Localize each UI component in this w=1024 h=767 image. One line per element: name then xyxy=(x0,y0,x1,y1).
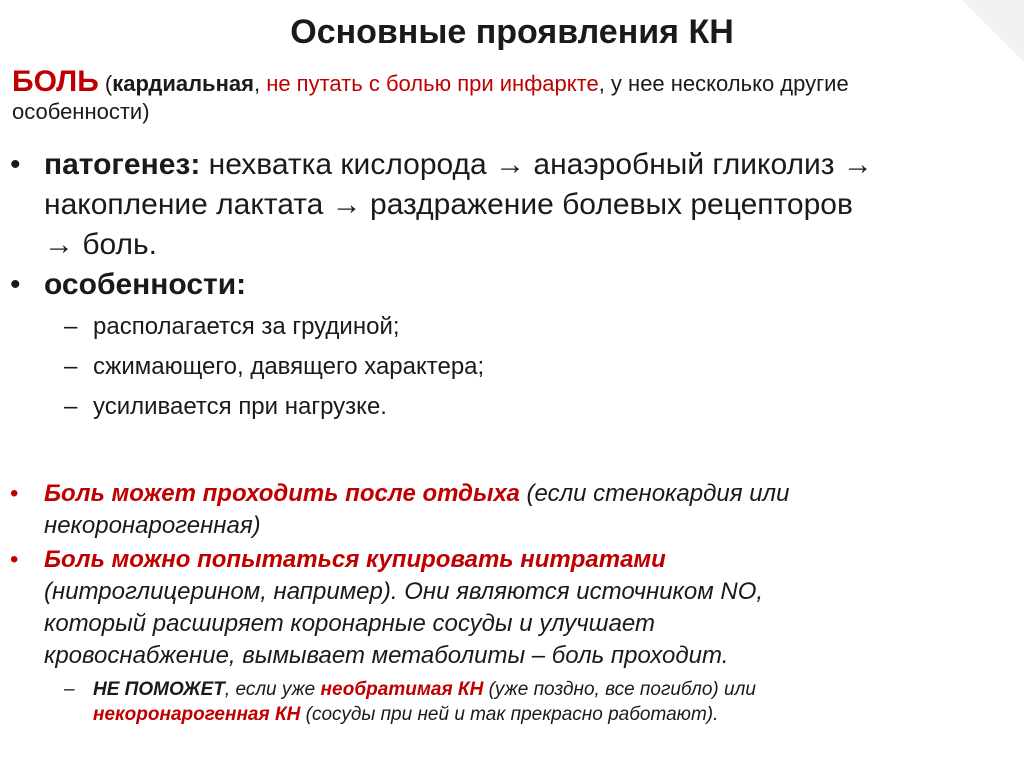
pathogenesis-line1: нехватка кислорода → анаэробный гликолиз → xyxy=(208,148,873,181)
dash: – xyxy=(64,353,78,380)
rest-note-line2: некоронарогенная) xyxy=(44,512,261,539)
dash: – xyxy=(64,679,75,700)
nitrates-bold: Боль можно попытаться купировать нитратами xyxy=(44,546,666,573)
nitrates-line3: который расширяет коронарные сосуды и улучшает xyxy=(44,610,655,637)
slide-title: Основные проявления КН xyxy=(290,13,734,51)
note-tail: (уже поздно, все погибло) или xyxy=(483,679,756,700)
note-mid: , если уже xyxy=(224,679,321,700)
feature-text: сжимающего, давящего характера; xyxy=(93,353,485,380)
pathogenesis-label: патогенез: xyxy=(44,148,201,181)
note-tail2: (сосуды при ней и так прекрасно работают). xyxy=(300,704,719,725)
bullet: • xyxy=(10,148,21,181)
pathogenesis-line2: накопление лактата → раздражение болевых рецепторов xyxy=(44,188,853,221)
nitrates-line2: (нитроглицерином, например). Они являются источником NO, xyxy=(44,578,764,605)
note-irreversible: необратимая КН xyxy=(320,679,484,700)
pain-heading: БОЛЬ xyxy=(12,65,99,98)
feature-text: располагается за грудиной; xyxy=(93,313,400,340)
pathogenesis-line3: → боль. xyxy=(44,228,158,261)
dash: – xyxy=(64,393,78,420)
intro-not-confuse: не путать с болью при инфаркте xyxy=(266,71,599,96)
note-no-help: НЕ ПОМОЖЕТ xyxy=(93,679,225,700)
rest-note-tail: (если стенокардия или xyxy=(519,480,790,507)
intro-paragraph xyxy=(12,65,1012,126)
intro-rest: , у нее несколько другие xyxy=(598,71,849,96)
bullet: • xyxy=(10,546,19,573)
feature-text: усиливается при нагрузке. xyxy=(93,393,387,420)
nitrates-line4: кровоснабжение, вымывает метаболиты – боль проходит. xyxy=(44,642,729,669)
bullet: • xyxy=(10,480,19,507)
intro-open-paren: ( xyxy=(104,71,113,96)
bullet: • xyxy=(10,268,21,301)
dash: – xyxy=(64,313,78,340)
note-noncoronary: некоронарогенная КН xyxy=(93,704,301,725)
features-label: особенности: xyxy=(44,268,247,301)
intro-cardiac: кардиальная xyxy=(112,71,254,96)
intro-line2: особенности) xyxy=(12,99,150,124)
rest-note-bold: Боль может проходить после отдыха xyxy=(44,480,520,507)
intro-comma: , xyxy=(253,71,267,96)
